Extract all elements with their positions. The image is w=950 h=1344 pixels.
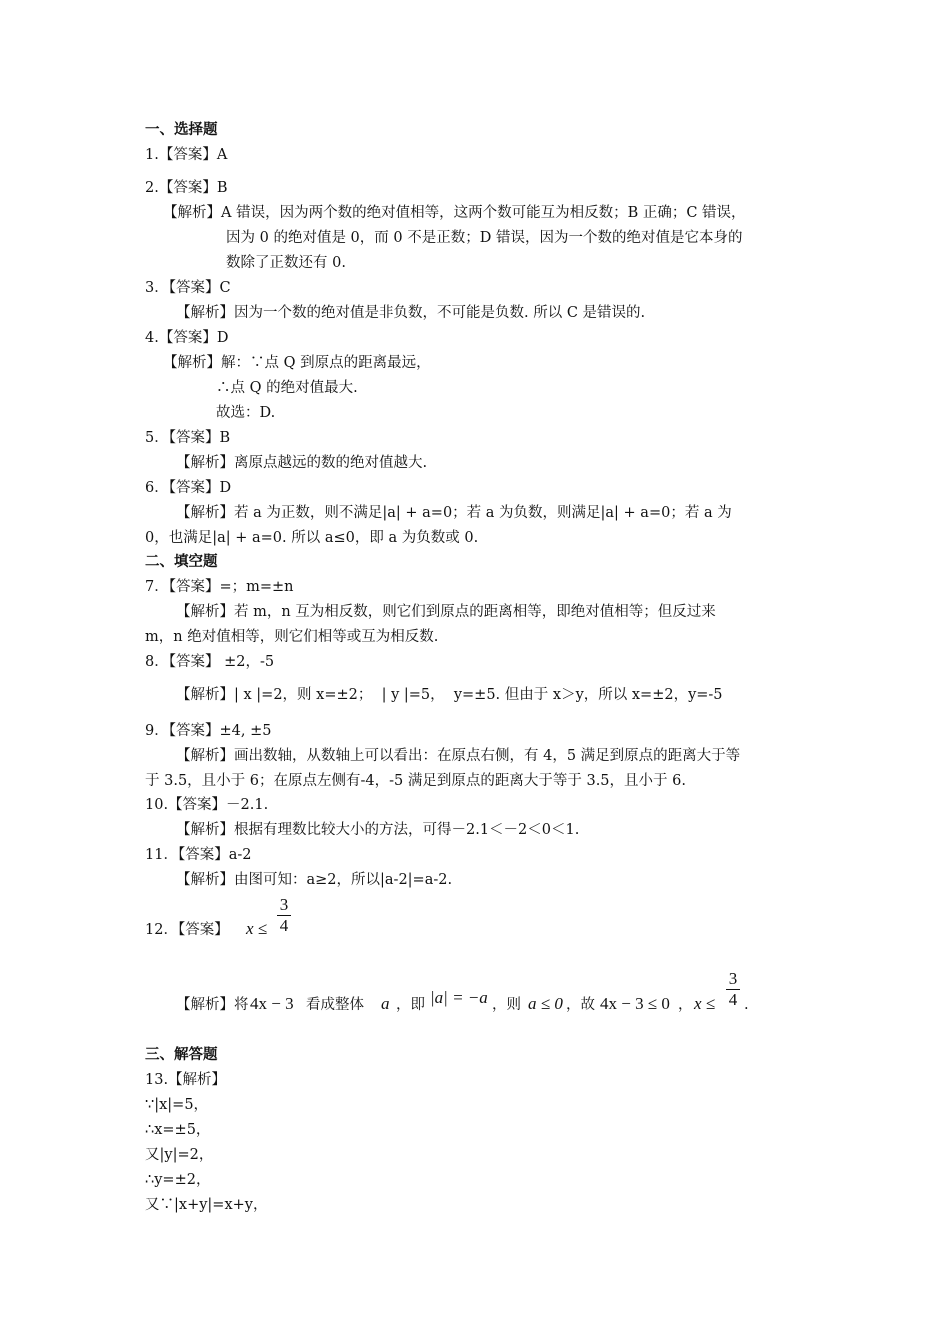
fraction-denominator: 4: [279, 916, 289, 935]
answer-q7: 7．【答案】=；m=±n: [145, 579, 294, 595]
fraction-numerator: 3: [728, 969, 738, 988]
fraction-numerator: 3: [279, 895, 289, 914]
explanation-q12-period: .: [744, 997, 749, 1013]
fraction-denominator: 4: [728, 990, 738, 1009]
answer-q10: 10.【答案】－2.1.: [145, 797, 269, 813]
explanation-q4-line3: 故选：D.: [216, 405, 276, 421]
explanation-q8: 【解析】| x |=2，则 x=±2； | y |=5， y=±5. 但由于 x＞y，所以 x=±2，y=-5: [176, 687, 723, 703]
answer-q8: 8．【答案】 ±2，-5: [145, 654, 275, 670]
explanation-q12-text4: ，故: [566, 997, 595, 1013]
solution-q13-step5: 又∵|x+y|=x+y，: [145, 1197, 268, 1213]
answer-q12: 12．【答案】: [145, 922, 229, 938]
explanation-q4-line2: ∴点 Q 的绝对值最大.: [216, 380, 358, 396]
answer-q12-fraction: [277, 896, 291, 935]
explanation-q11: 【解析】由图可知：a≥2，所以|a-2|=a-2.: [176, 872, 453, 888]
explanation-q7-line2: m，n 绝对值相等，则它们相等或互为相反数.: [145, 629, 439, 645]
answer-q6: 6．【答案】D: [145, 480, 232, 496]
answer-q3: 3．【答案】C: [145, 280, 231, 296]
answer-q4: 4.【答案】D: [145, 330, 229, 346]
explanation-q12-var-a: a: [381, 994, 390, 1013]
explanation-q12-ineq2: 4x − 3 ≤ 0: [600, 994, 670, 1013]
explanation-q12-ineq3: x ≤: [694, 994, 716, 1013]
explanation-q10: 【解析】根据有理数比较大小的方法，可得－2.1＜－2＜0＜1.: [176, 822, 580, 838]
section-heading-fill: 二、填空题: [145, 553, 218, 570]
answer-q5: 5．【答案】B: [145, 430, 231, 446]
explanation-q12-label: 【解析】将: [176, 997, 249, 1013]
explanation-q12-fraction: [726, 970, 740, 1009]
explanation-q3: 【解析】因为一个数的绝对值是非负数，不可能是负数. 所以 C 是错误的.: [176, 305, 646, 321]
explanation-q12-text3: ，则: [492, 997, 521, 1013]
explanation-q12-expr1: 4x − 3: [250, 994, 294, 1013]
solution-q13-step4: ∴y=±2，: [145, 1172, 211, 1188]
explanation-q12-text1: 看成整体: [306, 997, 364, 1013]
explanation-q12-ineq1: a ≤ 0: [528, 994, 563, 1013]
explanation-q12-abs-eq: |a| = −a: [430, 988, 488, 1007]
answer-q1: 1.【答案】A: [145, 147, 228, 163]
answer-q12-inequality: x ≤: [246, 919, 268, 938]
section-heading-solve: 三、解答题: [145, 1046, 218, 1063]
solution-q13-step1: ∵|x|=5，: [145, 1097, 209, 1113]
answer-q9: 9．【答案】±4, ±5: [145, 723, 272, 739]
section-heading-choice: 一、选择题: [145, 121, 218, 138]
explanation-q6-line2: 0，也满足|a| + a=0. 所以 a≤0，即 a 为负数或 0.: [145, 530, 479, 546]
explanation-q2-line2: 因为 0 的绝对值是 0，而 0 不是正数；D 错误，因为一个数的绝对值是它本身的: [226, 230, 743, 246]
answer-q11: 11．【答案】a-2: [145, 847, 252, 863]
explanation-q12-comma: ，: [678, 997, 693, 1013]
solution-q13-step3: 又|y|=2，: [145, 1147, 214, 1163]
explanation-q9-line1: 【解析】画出数轴，从数轴上可以看出：在原点右侧，有 4，5 满足到原点的距离大于等: [176, 748, 741, 764]
explanation-q12-text2: ，即: [396, 997, 425, 1013]
explanation-q6-line1: 【解析】若 a 为正数，则不满足|a| + a=0；若 a 为负数，则满足|a| + a=0；若 a 为: [176, 505, 732, 521]
explanation-q2-line1: 【解析】A 错误，因为两个数的绝对值相等，这两个数可能互为相反数；B 正确；C 错误，: [163, 205, 746, 221]
solution-q13-label: 13.【解析】: [145, 1072, 227, 1088]
answer-q2: 2.【答案】B: [145, 180, 228, 196]
explanation-q2-line3: 数除了正数还有 0.: [226, 255, 346, 271]
explanation-q5: 【解析】离原点越远的数的绝对值越大.: [176, 455, 428, 471]
explanation-q4-line1: 【解析】解：∵点 Q 到原点的距离最远，: [163, 355, 431, 371]
explanation-q9-line2: 于 3.5，且小于 6；在原点左侧有-4，-5 满足到原点的距离大于等于 3.5，且小于 6.: [145, 773, 686, 789]
solution-q13-step2: ∴x=±5，: [145, 1122, 211, 1138]
explanation-q7-line1: 【解析】若 m，n 互为相反数，则它们到原点的距离相等，即绝对值相等；但反过来: [176, 604, 716, 620]
